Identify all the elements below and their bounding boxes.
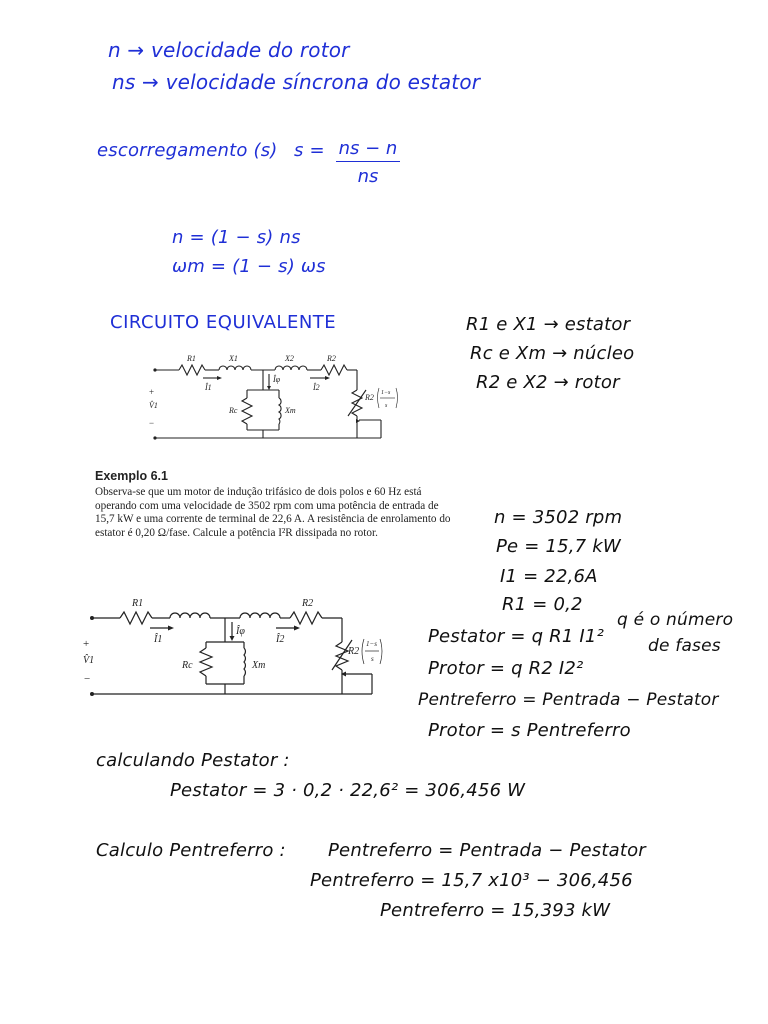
iphi-label-large: Îφ (236, 626, 245, 637)
r1-label-large: R1 (132, 598, 144, 609)
airgap-calc-eq3: Pentreferro = 15,393 kW (380, 900, 611, 921)
x1-label: X1 (229, 354, 238, 363)
airgap-calc-eq2: Pentreferro = 15,7 x10³ − 306,456 (310, 870, 633, 891)
r1-label: R1 (187, 354, 196, 363)
angular-speed-equation: ωm = (1 − s) ωs (172, 256, 326, 277)
circuit-title: CIRCUITO EQUIVALENTE (110, 312, 337, 333)
r2-label: R2 (327, 354, 336, 363)
stator-calc-label: calculando Pestator : (96, 750, 290, 771)
core-note: Rc e Xm → núcleo (470, 343, 635, 364)
given-resistance: R1 = 0,2 (502, 594, 583, 615)
plus-sign-large: + (83, 638, 90, 650)
r2-variable-label: R2 (365, 393, 374, 402)
example-title: Exemplo 6.1 (95, 469, 168, 483)
plus-sign: + (149, 387, 155, 397)
minus-sign: − (149, 418, 155, 428)
given-speed: n = 3502 rpm (494, 507, 623, 528)
rc-label: Rc (229, 406, 238, 415)
airgap-calc-label: Calculo Pentreferro : (96, 840, 286, 861)
airgap-power-formula: Pentreferro = Pentrada − Pestator (418, 690, 719, 710)
i1-label-large: Î1 (154, 634, 163, 645)
rotor-note: R2 e X2 → rotor (476, 372, 620, 393)
rc-label-large: Rc (182, 660, 193, 671)
i1-label: Î1 (205, 383, 212, 392)
slip-factor-num: 1−s (381, 390, 391, 396)
phases-note-line2: de fases (648, 636, 721, 656)
slip-factor-den: s (385, 403, 388, 409)
equivalent-circuit-large (80, 590, 380, 700)
example-block (95, 470, 460, 540)
x2-label: X2 (285, 354, 294, 363)
airgap-calc-eq1: Pentreferro = Pentrada − Pestator (328, 840, 646, 861)
slip-factor-den-large: s (371, 655, 374, 663)
sync-speed-definition: ns → velocidade síncrona do estator (112, 70, 481, 94)
minus-sign-large: − (84, 673, 91, 685)
stator-note: R1 e X1 → estator (466, 314, 631, 335)
phases-note-line1: q é o número (617, 610, 734, 630)
equivalent-circuit-small (145, 350, 410, 445)
stator-power-formula: Pestator = q R1 I1² (428, 626, 604, 647)
v1-label: V̂1 (149, 401, 158, 410)
slip-lhs: s = (294, 140, 325, 161)
slip-label: escorregamento (s) (97, 140, 278, 161)
iphi-label: Îφ (273, 375, 281, 384)
given-input-power: Pe = 15,7 kW (496, 536, 621, 557)
rotor-speed-equation: n = (1 − s) ns (172, 227, 301, 248)
i2-label: Î2 (313, 383, 320, 392)
i2-label-large: Î2 (276, 634, 285, 645)
xm-label-large: Xm (252, 660, 266, 671)
v1-label-large: V̂1 (83, 655, 95, 666)
rotor-power-formula: Protor = q R2 I2² (428, 658, 584, 679)
xm-label: Xm (285, 406, 296, 415)
slip-denominator: ns (357, 166, 379, 187)
slip-fraction (336, 138, 400, 187)
example-statement: Observa-se que um motor de indução trifásico de dois polos e 60 Hz está operando com uma velocidade de 3502 rpm com uma potência de entrada de 15,7 kW e uma corrente de terminal de 22,6 A. A resistência de enrolamento do estator é 0,20 Ω/fase. Calcule a potência I²R dissipada no rotor. (95, 486, 451, 539)
slip-factor-num-large: 1−s (366, 640, 377, 648)
r2-label-large: R2 (302, 598, 314, 609)
rotor-slip-power-formula: Protor = s Pentreferro (428, 720, 631, 741)
stator-calc-equation: Pestator = 3 · 0,2 · 22,6² = 306,456 W (170, 780, 526, 801)
slip-numerator: ns − n (336, 138, 400, 162)
rotor-speed-definition: n → velocidade do rotor (108, 38, 350, 62)
r2-variable-label-large: R2 (348, 646, 360, 657)
given-current: I1 = 22,6A (500, 566, 598, 587)
